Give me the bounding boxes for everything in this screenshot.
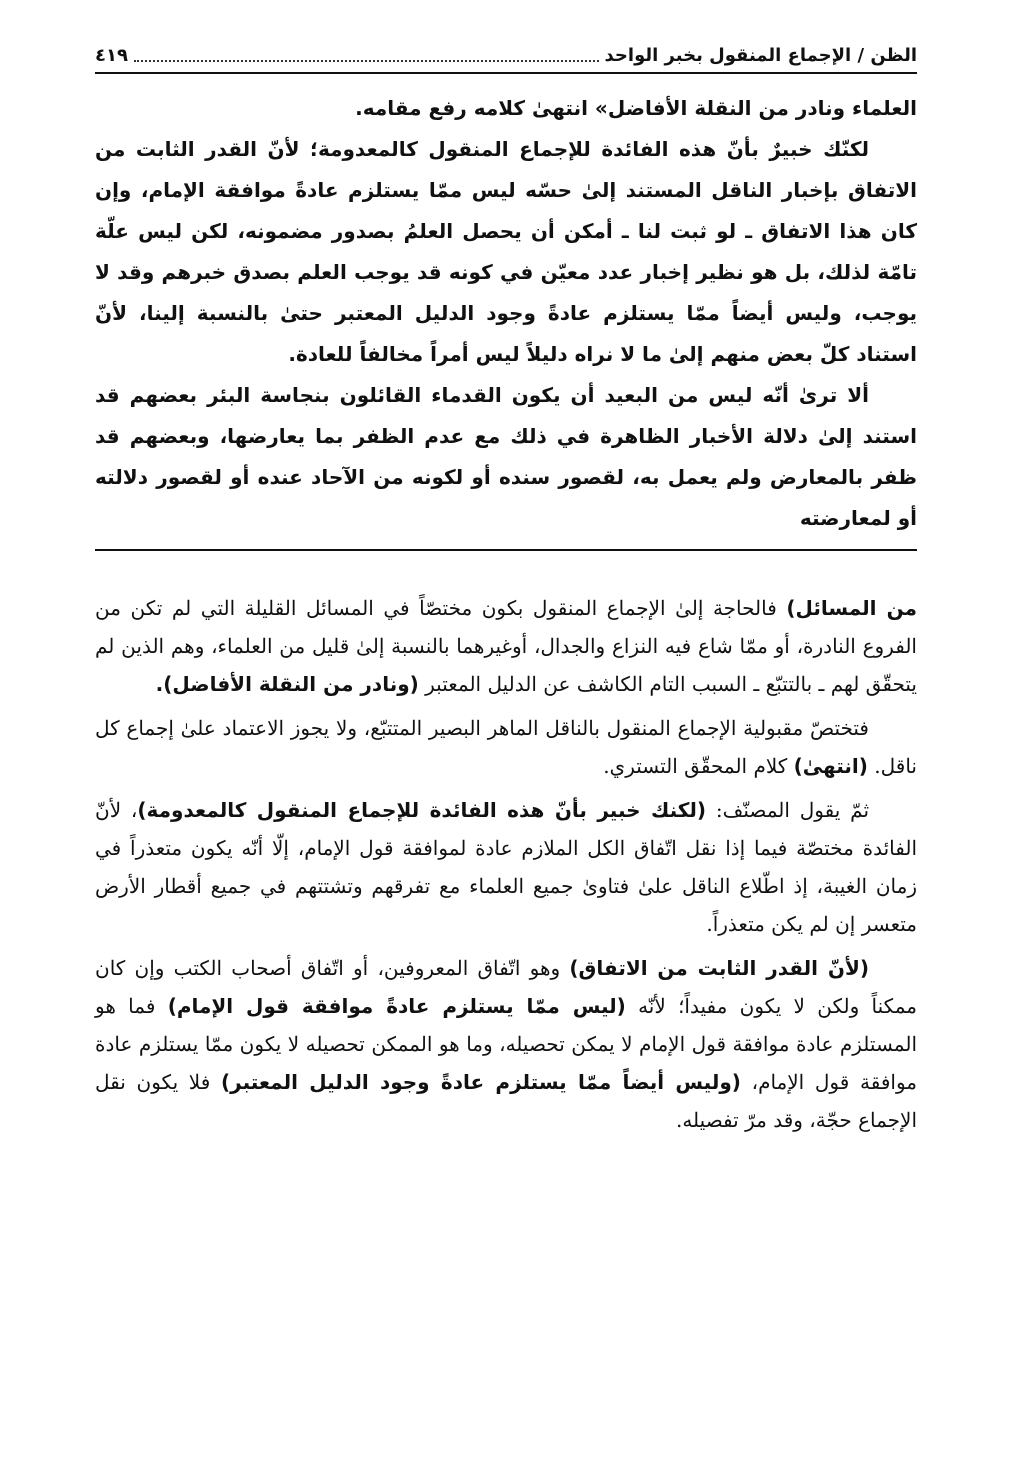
- commentary-text: فتختصّ مقبولية الإجماع المنقول بالناقل الماهر البصير المتتبّع، ولا يجوز الاعتماد علىٰ إجماع كل ناقل.: [95, 716, 917, 778]
- quoted-text: (وليس أيضاً ممّا يستلزم عادةً وجود الدليل المعتبر): [220, 1070, 741, 1094]
- section-divider: [95, 549, 917, 551]
- commentary-text: فالحاجة إلىٰ الإجماع المنقول بكون مختصّاً في المسائل القليلة التي لم تكن من الفروع النادرة، أو ممّا شاع فيه النزاع والجدال، أوغيرهما بالنسبة إلىٰ قليل من العلماء، وهم الذين لم يتحقّق لهم ـ بالتتبّع ـ السبب التام الكاشف عن الدليل المعتبر: [95, 596, 917, 696]
- main-paragraph: ألا ترىٰ أنّه ليس من البعيد أن يكون القدماء القائلون بنجاسة البئر بعضهم قد استند إلىٰ دلالة الأخبار الظاهرة في ذلك مع عدم الظفر بما يعارضها، وبعضهم قد ظفر بالمعارض ولم يعمل به، لقصور سنده أو لكونه من الآحاد عنده أو لقصور دلالته أو لمعارضته: [95, 383, 917, 530]
- commentary-paragraph: [95, 791, 917, 943]
- main-paragraph: لكنّك خبيرٌ بأنّ هذه الفائدة للإجماع المنقول كالمعدومة؛ لأنّ القدر الثابت من الاتفاق بإخبار الناقل المستند إلىٰ حسّه ليس ممّا يستلزم عادةً موافقة الإمام، وإن كان هذا الاتفاق ـ لو ثبت لنا ـ أمكن أن يحصل العلمُ بصدور مضمونه، لكن ليس علّة تامّة لذلك، بل هو نظير إخبار عدد معيّن في كونه قد يوجب العلم بصدق خبرهم وقد لا يوجب، وليس أيضاً ممّا يستلزم عادةً وجود الدليل المعتبر حتىٰ بالنسبة إلينا، لأنّ استناد كلّ بعض منهم إلىٰ ما لا نراه دليلاً ليس أمراً مخالفاً للعادة.: [95, 137, 917, 366]
- quoted-text: من المسائل): [786, 596, 917, 620]
- commentary-text: فلا يكون نقل الإجماع حجّة، وقد مرّ تفصيله.: [95, 1070, 917, 1132]
- quoted-text: (ليس ممّا يستلزم عادةً موافقة قول الإمام): [167, 994, 626, 1018]
- commentary-text: فما هو المستلزم عادة موافقة قول الإمام لا يمكن تحصيله، وما هو الممكن تحصيله لا يكون ممّا يستلزم عادة موافقة قول الإمام،: [95, 994, 917, 1094]
- quoted-text: (ونادر من النقلة الأفاضل).: [155, 672, 419, 696]
- page-number: ٤١٩: [95, 45, 128, 66]
- commentary-text: ، لأنّ الفائدة مختصّة فيما إذا نقل اتّفاق الكل الملازم عادة لموافقة قول الإمام، إلّا أنّه يكون متعذراً في زمان الغيبة، إذ اطّلاع الناقل علىٰ فتاوىٰ جميع العلماء مع تفرقهم وتشتتهم في جميع أقطار الأرض متعسر إن لم يكن متعذراً.: [95, 798, 917, 936]
- commentary-text: وهو اتّفاق المعروفين، أو اتّفاق أصحاب الكتب وإن كان ممكناً ولكن لا يكون مفيداً؛ لأنّه: [95, 956, 918, 1018]
- quoted-text: (لأنّ القدر الثابت من الاتفاق): [569, 956, 869, 980]
- main-text: [95, 88, 917, 539]
- book-page: [95, 28, 917, 1145]
- commentary-paragraph: [95, 589, 917, 703]
- commentary-text: كلام المحقّق التستري.: [603, 754, 794, 778]
- commentary-paragraph: [95, 709, 917, 785]
- main-paragraph: العلماء ونادر من النقلة الأفاضل» انتهىٰ كلامه رفع مقامه.: [355, 96, 917, 120]
- dotted-leader: [134, 59, 599, 62]
- commentary: [95, 589, 917, 1139]
- page-header: [95, 28, 917, 74]
- quoted-text: (انتهىٰ): [793, 754, 868, 778]
- commentary-paragraph: [95, 949, 917, 1139]
- running-title: الظن / الإجماع المنقول بخبر الواحد: [604, 45, 917, 66]
- quoted-text: (لكنك خبير بأنّ هذه الفائدة للإجماع المنقول كالمعدومة): [137, 798, 707, 822]
- commentary-text: ثمّ يقول المصنّف:: [706, 798, 870, 822]
